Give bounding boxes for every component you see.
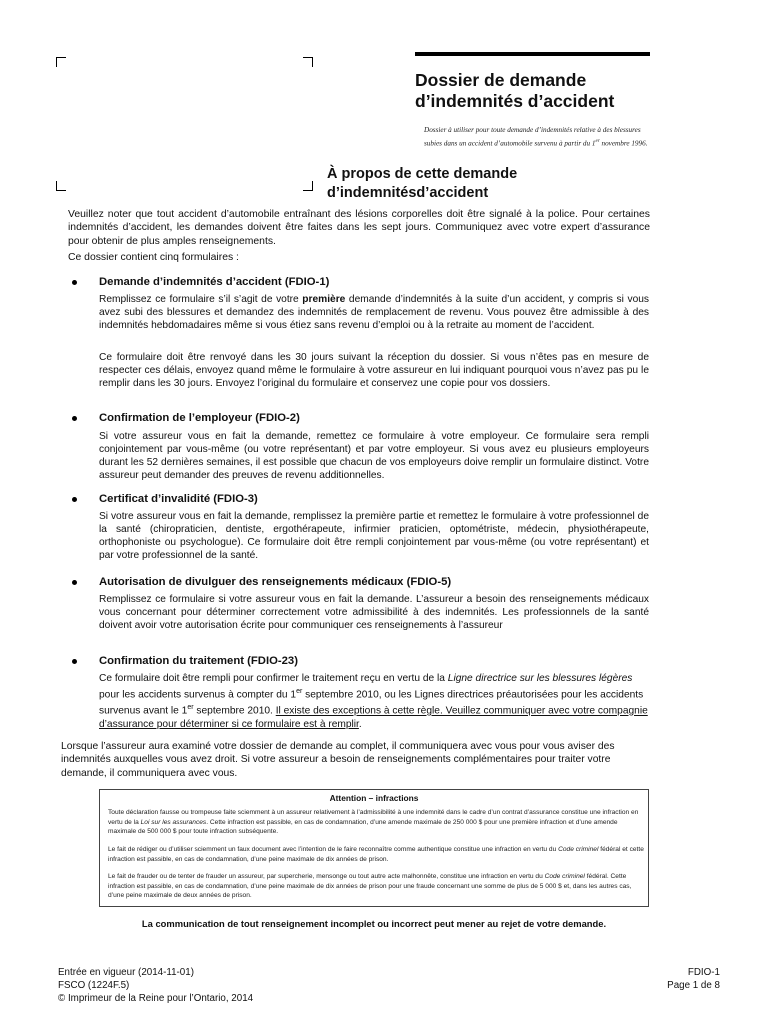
text-span: pour les accidents survenus à compter du 1 [99,689,297,701]
guideline-title: Ligne directrice sur les blessures légères [447,673,633,684]
form-description-fdio-1 [99,294,649,333]
subtitle-sup: er [595,139,600,144]
superscript: er [187,704,194,712]
form-description-fdio-3: Si votre assureur vous en fait la demande, remplissez la première partie et remettez le formulaire à votre professionnel de la santé (chiropraticien, dentiste, ergothérapeute, infirmier praticien, optométriste, médecin, physiothérapeute, orthophoniste ou psychologue). Ce formulaire doit être rempli conjointement par vous-même (ou votre représentant) et par votre professionnel de la santé. [99,511,649,561]
page-title-line-2: d’indemnités d’accident [415,91,615,111]
title-rule [415,52,650,56]
attention-paragraph-2 [108,845,644,864]
attention-paragraph-1 [108,808,644,837]
crop-mark-bottom-right [303,181,313,191]
footer-copyright: © Imprimeur de la Reine pour l’Ontario, 2014 [58,993,254,1004]
crop-mark-top-right [303,57,313,67]
exception-note: Il existe des exceptions à cette règle. Veuillez communiquer avec votre compagnie d’assurance pour déterminer si ce formulaire est à remplir [99,705,648,730]
form-title-fdio-5: Autorisation de divulguer des renseignements médicaux (FDIO-5) [99,576,452,588]
law-title: Code criminel [544,873,585,880]
form-title-fdio-1: Demande d’indemnités d’accident (FDIO-1) [99,276,330,288]
form-title-fdio-23: Confirmation du traitement (FDIO-23) [99,655,298,667]
footer-form-id: FDIO-1 [687,967,720,978]
footer-effective-date: Entrée en vigueur (2014-11-01) [58,967,194,978]
footer-page-number: Page 1 de 8 [667,980,720,991]
emphasis-text: première [302,294,346,305]
text-span: fédéral et cette infraction est passible, en cas de condamnation, d’une peine maximale de dix années de prison. [108,846,644,863]
section-heading-line-2: d’indemnitésd’accident [327,185,489,201]
text-span: Toute déclaration fausse ou trompeuse faite sciemment à un assureur relativement à l’admissibilité à une indemnité dans le cadre d’un contrat d’assurance constitue une infraction en vertu de la [108,809,639,826]
text-span: . Cette infraction est passible, en cas de condamnation, d’une amende maximale de 250 000 $ pour une première infraction et d’une amende maximale de 500 000 $ pour toute infraction subséquente. [108,818,618,836]
form-description-fdio-2: Si votre assureur vous en fait la demande, remettez ce formulaire à votre employeur. Ce formulaire sera rempli conjointement par vous-même (ou votre représentant) et par votre employeur. Si vous avez eu plusieurs employeurs durant les 52 dernières semaines, il est possible que chacun de vos employeurs doive remplir un formulaire distinct. Votre assureur peut demander des preuves de revenu additionnelles. [99,431,649,481]
subtitle-text: Dossier à utiliser pour toute demande d’indemnités relative à des blessures subies dans un accident d’automobile survenu à partir du 1 [424,126,641,148]
bullet-dot-icon [72,659,77,664]
attention-paragraph-3 [108,872,644,901]
text-span: demande d’indemnités à la suite d’un accident, y compris si vous avez subi des blessures et demandez des indemnités de remplacement de revenu. Vous pouvez être admissible à des indemnités hebdomadaires même si vous étiez sans revenu d’emploi ou à la retraite au moment de l’accident. [99,294,649,331]
footer-form-code: FSCO (1224F.5) [58,980,130,991]
text-span: septembre 2010, ou les Lignes directrices préautorisées pour les accidents survenus avant le 1 [99,689,644,717]
form-deadline-fdio-1: Ce formulaire doit être renvoyé dans les 30 jours suivant la réception du dossier. Si vous n’êtes pas en mesure de respecter ces délais, envoyez quand même le formulaire à votre assureur en lui indiquant pourquoi vous n’avez pas pu le remplir dans les 30 jours. Envoyez l’original du formulaire et conservez une copie pour vos dossiers. [99,352,649,389]
forms-count-text: Ce dossier contient cinq formulaires : [68,252,239,263]
bullet-dot-icon [72,416,77,421]
subtitle-text-end: novembre 1996. [599,139,648,148]
warning-text: La communication de tout renseignement incomplet ou incorrect peut mener au rejet de votre demande. [141,918,607,929]
law-title: Code criminel [558,846,599,853]
form-title-fdio-3: Certificat d’invalidité (FDIO-3) [99,493,258,505]
form-description-fdio-5: Remplissez ce formulaire si votre assureur vous en fait la demande. L’assureur a besoin des renseignements médicaux vous concernant pour déterminer correctement votre admissibilité à des indemnités. Les professionnels de la santé doivent avoir votre autorisation écrite pour communiquer ces renseignements à l’assureur [99,594,649,631]
section-heading [327,165,647,203]
text-span: . [358,718,362,730]
text-span: septembre 2010. [193,705,276,717]
intro-paragraph: Veuillez noter que tout accident d’automobile entraînant des lésions corporelles doit être signalé à la police. Pour certaines indemnités d’accident, les demandes doivent être faites dans les sept jours. Communiquez avec votre expert d’assurance pour obtenir de plus amples renseignements. [68,209,650,247]
page-title [415,70,655,112]
superscript: er [296,687,303,695]
text-span: Le fait de rédiger ou d’utiliser sciemment un faux document avec l’intention de le faire reconnaître comme authentique constitue une infraction en vertu du [108,846,559,853]
bullet-dot-icon [72,580,77,585]
page-title-line-1: Dossier de demande [415,70,587,90]
crop-mark-top-left [56,57,66,67]
text-span: Ce formulaire doit être rempli pour confirmer le traitement reçu en vertu de la [99,673,448,684]
form-description-fdio-23 [99,673,649,731]
form-title-fdio-2: Confirmation de l’employeur (FDIO-2) [99,412,300,424]
crop-mark-bottom-left [56,181,66,191]
page-subtitle [424,125,659,149]
section-heading-line-1: À propos de cette demande [327,166,518,182]
text-span: Le fait de frauder ou de tenter de frauder un assureur, par supercherie, mensonge ou tout autre acte malhonnête, constitue une infraction en vertu du [108,873,545,880]
bullet-dot-icon [72,280,77,285]
closing-paragraph: Lorsque l’assureur aura examiné votre dossier de demande au complet, il communiquera avec vous pour vous aviser des indemnités auxquelles vous avez droit. Si votre assureur a besoin de renseignements complémentaires pour traiter votre demande, il communiquera avec vous. [61,741,615,779]
bullet-dot-icon [72,497,77,502]
attention-title: Attention – infractions [329,793,419,803]
text-span: fédéral. Cette infraction est passible, en cas de condamnation, d’une peine maximale de dix années de prison pour une fraude concernant une somme de plus de 5 000 $ et, dans les autres cas, d’une peine maximale de deux années de prison. [108,873,632,900]
law-title: Loi sur les assurances [140,818,207,826]
text-span: Remplissez ce formulaire s’il s’agit de votre [99,294,303,305]
